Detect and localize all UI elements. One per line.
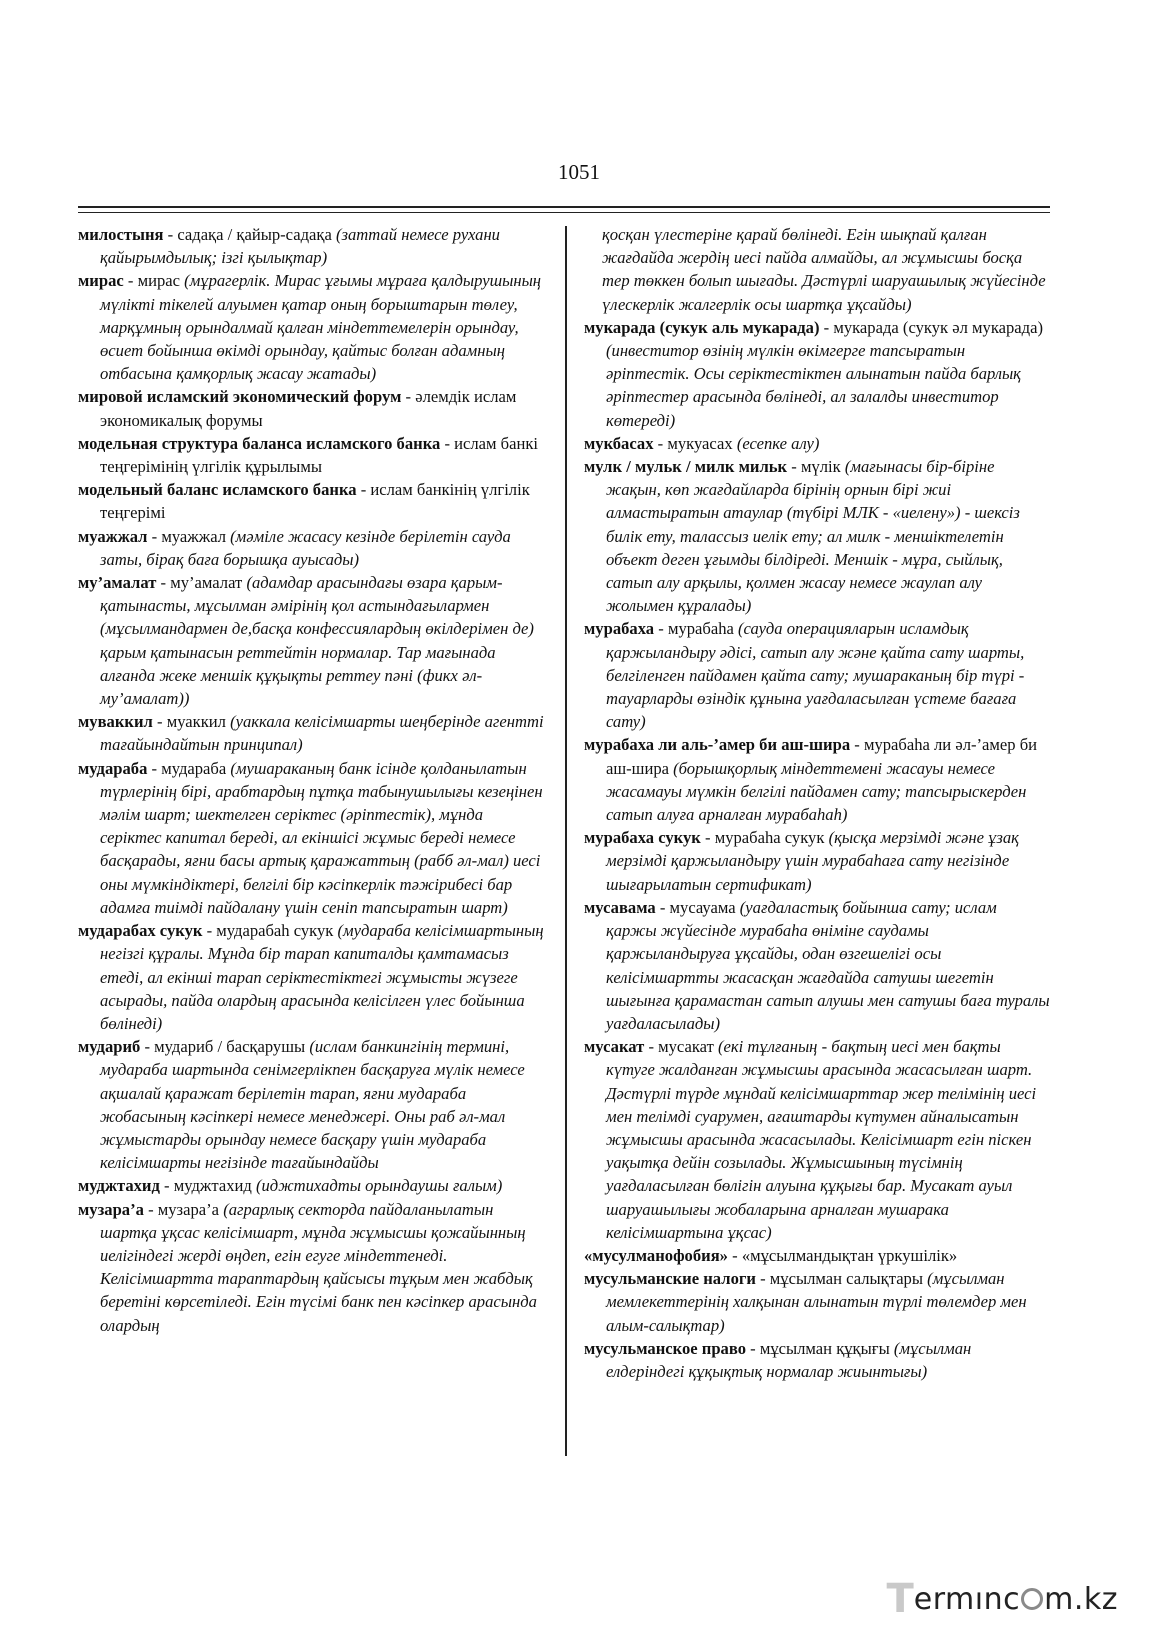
entry-translation: ислам банкі теңгерімінің үлгілік құрылымы	[100, 433, 539, 477]
entry-gloss: (мудараба келісімшартының негізгі құралы. Мұнда бір тарап капиталды қамтамасыз етеді, ал екінші тарап серіктестіктегі жұмысты жүзеге асырады, пайда олардың арасында келісілген үлес бойынша бөлінеді)	[100, 921, 544, 1033]
dictionary-entry: мирас - мирас (мұрагерлік. Мирас ұғымы мұраға қалдырушының мүлікті тікелей алуымен қатар оның борыштарын төлеу, марқұмның орындалмай қалған міндеттемелерін орындау, өсиет бойынша өкімді орындау, қайтыс болған адамның отбасына қамқорлық жасау жатады)	[78, 271, 542, 384]
entry-term: му’амалат	[78, 573, 157, 593]
right-column	[584, 223, 1050, 1383]
dictionary-entry: мурабаха сукук - мурабаһа сукук (қысқа мерзімді және ұзақ мерзімді қаржыландыру үшін мурабаһаға сату негізінде шығарылатын сертификат)	[584, 828, 1019, 894]
header-rule-thin	[78, 212, 1050, 213]
entry-gloss: (аграрлық секторда пайдаланылатын шартқа ұқсас келісімшарт, мұнда жұмысшы қожайынның иелігіндегі жерді өңдеп, егін егуге міндеттенеді. Келісімшартта тараптардың қайсысы тұқым мен жабдық беретіні көрсетіледі. Егін түсімі банк пен кәсіпкер арасында олардың	[100, 1199, 537, 1335]
entry-translation: мукарада (сукук әл мукарада)	[833, 317, 1043, 337]
entry-translation: мударабаһ сукук	[216, 921, 334, 941]
entry-translation: муажжал	[161, 526, 226, 546]
entry-term: муажжал	[78, 526, 148, 546]
entry-gloss: (борышқорлық міндеттемені жасауы немесе жасамауы мүмкін белгілі пайдамен сату; тапсырыскерден сатып алуға арналған мурабаһаһ)	[606, 758, 1027, 825]
entry-translation: муджтахид	[173, 1176, 252, 1196]
logo-text-part2: m.kz	[1044, 1581, 1118, 1617]
entry-term: модельный баланс исламского банка	[78, 480, 357, 500]
entry-translation: мурабаһа	[667, 619, 734, 639]
entry-term: мусавама	[584, 897, 656, 917]
page-number: 1051	[558, 160, 600, 184]
dictionary-entry: мусульманские налоги - мұсылман салықтары (мұсылман мемлекеттерінің халқынан алынатын түрлі төлемдер мен алым-салықтар)	[584, 1269, 1027, 1335]
dictionary-entry: мукарада (сукук аль мукарада) - мукарада (сукук әл мукарада) (инвеститор өзінің мүлкін өкімгерге тапсыратын әріптестік. Осы серіктестіктен алынатын пайда барлық әріптестер арасында бөлінеді, ал залалды инвеститор көтереді)	[584, 317, 1043, 430]
entry-gloss: (уаккала келісімшарты шеңберінде агентті тағайындайтын принципал)	[100, 712, 544, 755]
header-rule	[78, 206, 1050, 208]
entry-term: мирас	[78, 271, 124, 291]
dictionary-entry: мусульманское право - мұсылман құқығы (мұсылман елдеріндегі құқықтық нормалар жиынтығы)	[584, 1338, 972, 1381]
entry-gloss: (уағдаластық бойынша сату; ислам қаржы жүйесінде мурабаһа өніміне саудамы қаржыландыруға ұқсайды, одан өзгешелігі осы келісімшартты жасасқан жағдайда сатушы шегетін шығынға қарамастан сатып алушы мен сатушы баға туралы уағдаласылады)	[606, 897, 1050, 1033]
dictionary-entry: мусакат - мусакат (екі тұлғаның - бақтың иесі мен бақты күтуге жалданған жұмысшы арасында жасасылған шарт. Дәстүрлі түрде мұндай келісімшарттар жер телімінің иесі мен телімді суарумен, ағаштарды күтумен айналысатын жұмысшы арасында жасасылады. Келісімшарт егін піскен уақытқа дейін созылады. Жұмысшының түсімнің уағдаласылған бөлігін алуына құқығы бар. Мусакат ауыл шаруашылығы жобаларына арналған мушарака келісімшартына ұқсас)	[584, 1037, 1037, 1242]
column-divider	[565, 226, 567, 1456]
entry-term: мудараба	[78, 758, 148, 778]
entry-term: мударабах сукук	[78, 921, 203, 941]
dictionary-entry: мусавама - мусауама (уағдаластық бойынша сату; ислам қаржы жүйесінде мурабаһа өніміне саудамы қаржыландыруға ұқсайды, одан өзгешелігі осы келісімшартты жасасқан жағдайда сатушы шегетін шығынға қарамастан сатып алушы мен сатушы баға туралы уағдаласылады)	[584, 897, 1050, 1033]
logo-text-part1: ermınc	[913, 1581, 1021, 1617]
entry-gloss: (сауда операцияларын исламдық қаржыландыру әдісі, сатып алу және қайта сату шарты, белгіленген пайдамен қайта сату; мушараканың бір түрі - тауарларды өзіндік құнына уағдаласылған үстеме бағаға сату)	[606, 619, 1025, 732]
entry-translation: музара’а	[157, 1199, 220, 1219]
entry-gloss: (мұрагерлік. Мирас ұғымы мұраға қалдырушының мүлікті тікелей алуымен қатар оның борыштарын төлеу, марқұмның орындалмай қалған міндеттемелерін орындау, өсиет бойынша өкімді орындау, қайтыс болған адамның отбасына қамқорлық жасау жатады)	[100, 271, 542, 384]
entry-term: мудариб	[78, 1037, 141, 1057]
termincom-logo[interactable]	[886, 1576, 1118, 1622]
entry-term: мукарада (сукук аль мукарада)	[584, 317, 820, 337]
entry-translation: мүлік	[800, 457, 841, 477]
dictionary-entry: му’амалат - му’амалат (адамдар арасындағы өзара қарым-қатынасты, мұсылман әмірінің қол астындағылармен (мұсылмандармен де,басқа конфессиялардың өкілдерімен де) қарым қатынасын реттейтін нормалар. Тар мағынада алғанда жеке меншік құқықты реттеу пәні (фикх әл-му’амалат))	[78, 573, 534, 709]
entry-translation: мусауама	[669, 897, 736, 917]
entry-term: мировой исламский экономический форум	[78, 387, 402, 407]
entry-translation: мурабаһа ли әл-’амер би аш-шира	[606, 735, 1038, 778]
dictionary-entry: мурабаха ли аль-’амер би аш-шира - мурабаһа ли әл-’амер би аш-шира (борышқорлық міндеттемені жасауы немесе жасамауы мүмкін белгілі пайдамен сату; тапсырыскерден сатып алуға арналған мурабаһаһ)	[584, 735, 1038, 825]
dictionary-entry: мурабаха - мурабаһа (сауда операцияларын исламдық қаржыландыру әдісі, сатып алу және қайта сату шарты, белгіленген пайдамен қайта сату; мушараканың бір түрі - тауарларды өзіндік құнына уағдаласылған үстеме бағаға сату)	[584, 619, 1025, 732]
entry-translation: мусакат	[658, 1037, 714, 1057]
entry-gloss: (адамдар арасындағы өзара қарым-қатынасты, мұсылман әмірінің қол астындағылармен (мұсылмандармен де,басқа конфессиялардың өкілдерімен де) қарым қатынасын реттейтін нормалар. Тар мағынада алғанда жеке меншік құқықты реттеу пәні (фикх әл-му’амалат))	[100, 573, 534, 709]
entry-gloss: (ислам банкингінің термині, мудараба шартында сенімгерлікпен басқаруға мүлік немесе ақшалай қаражат берілетін тарап, яғни мудараба жобасының кәсіпкері немесе менеджері. Оны раб әл-мал жұмыстарды орындау немесе басқару үшін мудараба келісімшарты негізінде тағайындайды	[100, 1037, 525, 1173]
entry-gloss: (иджтихадты орындаушы ғалым)	[255, 1176, 503, 1196]
dictionary-entry: «мусулманофобия» - «мұсылмандықтан үркушілік»	[584, 1245, 958, 1265]
entry-translation: мудараба	[161, 758, 227, 778]
entry-gloss: (мушараканың банк ісінде қолданылатын түрлерінің бірі, арабтардың пұтқа табынушылығы кезеңінен мәлім шарт; шектелген серіктес (әріптестік), мұнда серіктес капитал береді, ал екіншісі жұмыс береді немесе басқарады, яғни басы артық қаражаттың (рабб әл-мал) иесі оны мүмкіндіктері, белгілі бір кәсіпкерлік тәжірибесі бар адамға тиімді пайдалану үшін сеніп тапсыратын шарт)	[100, 758, 543, 917]
logo-circle-icon	[1021, 1588, 1043, 1610]
entry-translation: ислам банкінің үлгілік теңгерімі	[100, 480, 530, 523]
dictionary-entry: милостыня - садақа / қайыр-садақа (заттай немесе рухани қайырымдылық; ізгі қылықтар)	[78, 225, 500, 268]
entry-translation: му’амалат	[170, 573, 243, 593]
entry-gloss: (мәміле жасасу кезінде берілетін сауда заты, бірақ баға борышқа ауысады)	[100, 526, 511, 569]
entry-term: мусакат	[584, 1037, 645, 1057]
entry-term: модельная структура баланса исламского банка	[78, 433, 441, 453]
logo-letter: T	[886, 1576, 914, 1622]
dictionary-entry: модельный баланс исламского банка - ислам банкінің үлгілік теңгерімі	[78, 480, 530, 523]
entry-gloss: (екі тұлғаның - бақтың иесі мен бақты күтуге жалданған жұмысшы арасында жасасылған шарт. Дәстүрлі түрде мұндай келісімшарттар жер телімінің иесі мен телімді суарумен, ағаштарды күтумен айналысатын жұмысшы арасында жасасылады. Келісімшарт егін піскен уақытқа дейін созылады. Жұмысшының түсімнің уағдаласылған бөлігін алуына құқығы бар. Мусакат ауыл шаруашылығы жобаларына арналған мушарака келісімшартына ұқсас)	[606, 1037, 1037, 1242]
entry-translation: садақа / қайыр-садақа	[177, 225, 332, 244]
entry-gloss: (мұсылман мемлекеттерінің халқынан алынатын түрлі төлемдер мен алым-салықтар)	[606, 1269, 1027, 1335]
entry-term: мукбасах	[584, 433, 654, 453]
entry-gloss: (мағынасы бір-біріне жақын, көп жағдайларда бірінің орнын бірі жиі алмастыратын атаулар (түбірі МЛК - «иелену») - шексіз билік ету, талассыз иелік ету; ал милк - меншіктелетін объект деген ұғымды білдіреді. Меншік - мұра, сыйлық, сатып алу арқылы, қолмен жасау немесе жаулап алу жолымен құралады)	[606, 457, 1020, 616]
dictionary-entry: мудараба - мудараба (мушараканың банк ісінде қолданылатын түрлерінің бірі, арабтардың пұтқа табынушылығы кезеңінен мәлім шарт; шектелген серіктес (әріптестік), мұнда серіктес капитал береді, ал екіншісі жұмыс береді немесе басқарады, яғни басы артық қаражаттың (рабб әл-мал) иесі оны мүмкіндіктері, белгілі бір кәсіпкерлік тәжірибесі бар адамға тиімді пайдалану үшін сеніп тапсыратын шарт)	[78, 758, 543, 917]
entry-term: мусульманское право	[584, 1338, 746, 1358]
entry-translation: мұсылман салықтары	[769, 1269, 924, 1289]
dictionary-entry: музара’а - музара’а (аграрлық секторда пайдаланылатын шартқа ұқсас келісімшарт, мұнда жұмысшы қожайынның иелігіндегі жерді өңдеп, егін егуге міндеттенеді. Келісімшартта тараптардың қайсысы тұқым мен жабдық беретіні көрсетіледі. Егін түсімі банк пен кәсіпкер арасында олардың	[78, 1199, 537, 1335]
dictionary-entry: мукбасах - мукуасах (есепке алу)	[584, 433, 820, 453]
entry-gloss: (инвеститор өзінің мүлкін өкімгерге тапсыратын әріптестік. Осы серіктестіктен алынатын пайда барлық әріптестер арасында бөлінеді, ал залалды инвеститор көтереді)	[606, 341, 1021, 430]
entry-gloss: (есепке алу)	[736, 433, 820, 453]
dictionary-entry: мударабах сукук - мударабаһ сукук (мудараба келісімшартының негізгі құралы. Мұнда бір тарап капиталды қамтамасыз етеді, ал екінші тарап серіктестіктегі жұмысты жүзеге асырады, пайда олардың арасында келісілген үлес бойынша бөлінеді)	[78, 921, 544, 1033]
dictionary-entry: модельная структура баланса исламского банка - ислам банкі теңгерімінің үлгілік құрылымы	[78, 433, 539, 477]
dictionary-entry: муажжал - муажжал (мәміле жасасу кезінде берілетін сауда заты, бірақ баға борышқа ауысады)	[78, 526, 511, 569]
entry-term: мурабаха сукук	[584, 828, 701, 848]
entry-translation: әлемдік ислам экономикалық форумы	[100, 387, 517, 430]
entry-term: музара’а	[78, 1199, 144, 1219]
entry-gloss: (заттай немесе рухани қайырымдылық; ізгі қылықтар)	[100, 225, 500, 268]
dictionary-entry: муджтахид - муджтахид (иджтихадты орындаушы ғалым)	[78, 1176, 503, 1196]
entry-translation: мукуасах	[667, 433, 733, 453]
dictionary-entry: мудариб - мудариб / басқарушы (ислам банкингінің термині, мудараба шартында сенімгерлікпен басқаруға мүлік немесе ақшалай қаражат берілетін тарап, яғни мудараба жобасының кәсіпкері немесе менеджері. Оны раб әл-мал жұмыстарды орындау немесе басқару үшін мудараба келісімшарты негізінде тағайындайды	[78, 1037, 525, 1173]
entry-translation: «мұсылмандықтан үркушілік»	[741, 1245, 958, 1265]
continued-gloss: қосқан үлестеріне қарай бөлінеді. Егін шықпай қалған жағдайда жердің иесі пайда алмайды, ал жұмысшы босқа тер төккен болып шығады. Дәстүрлі шаруашылық жүйесінде үлескерлік жалгерлік осы шартқа ұқсайды)	[602, 225, 1046, 314]
dictionary-entry: мулк / мульк / милк мильк - мүлік (мағынасы бір-біріне жақын, көп жағдайларда бірінің орнын бірі жиі алмастыратын атаулар (түбірі МЛК - «иелену») - шексіз билік ету, талассыз иелік ету; ал милк - меншіктелетін объект деген ұғымды білдіреді. Меншік - мұра, сыйлық, сатып алу арқылы, қолмен жасау немесе жаулап алу жолымен құралады)	[584, 457, 1020, 616]
entry-translation: мирас	[137, 271, 181, 291]
entry-term: мулк / мульк / милк мильк	[584, 457, 788, 477]
entry-gloss: (қысқа мерзімді және ұзақ мерзімді қаржыландыру үшін мурабаһаға сату негізінде шығарылатын сертификат)	[606, 828, 1019, 894]
entry-translation: мұсылман құқығы	[759, 1338, 890, 1358]
entry-term: мурабаха	[584, 619, 655, 639]
dictionary-entry: мировой исламский экономический форум - әлемдік ислам экономикалық форумы	[78, 387, 517, 430]
entry-term: «мусулманофобия»	[584, 1245, 728, 1265]
entry-gloss: (мұсылман елдеріндегі құқықтық нормалар жиынтығы)	[606, 1338, 972, 1381]
entry-term: мурабаха ли аль-’амер би аш-шира	[584, 735, 851, 755]
entry-term: муджтахид	[78, 1176, 160, 1196]
entry-term: муваккил	[78, 712, 153, 732]
left-column	[78, 223, 546, 1337]
entry-term: мусульманские налоги	[584, 1269, 756, 1289]
entry-translation: мудариб / басқарушы	[154, 1037, 306, 1057]
entry-term: милостыня	[78, 225, 164, 244]
entry-translation: муаккил	[166, 712, 226, 732]
entry-translation: мурабаһа сукук	[714, 828, 825, 848]
dictionary-entry: муваккил - муаккил (уаккала келісімшарты шеңберінде агентті тағайындайтын принципал)	[78, 712, 544, 755]
